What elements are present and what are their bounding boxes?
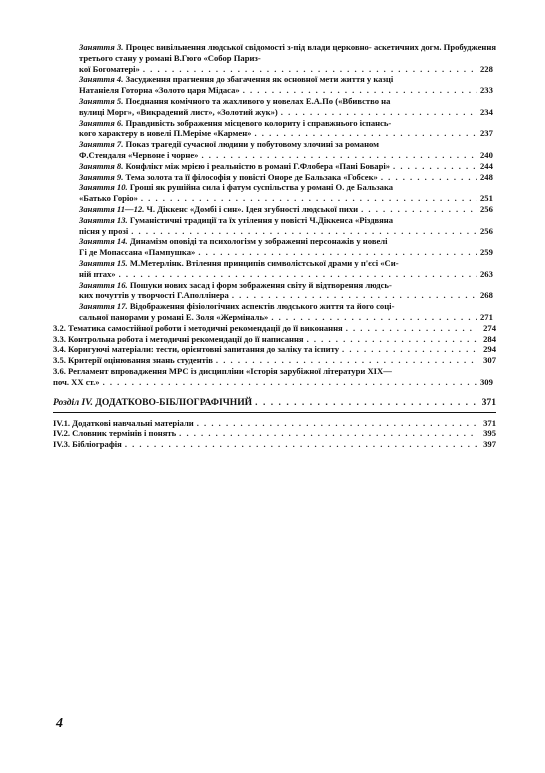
leader-dots (281, 107, 477, 118)
toc-entry-session-6[interactable] (53, 118, 496, 140)
toc-entry-session-5[interactable] (53, 96, 496, 118)
leader-dots (254, 128, 477, 139)
leader-dots (125, 439, 477, 450)
toc-item-iv-2[interactable] (53, 428, 496, 439)
leader-dots (198, 247, 477, 258)
session-title-end: Натаніеля Готорна «Золото царя Мідаса» (79, 85, 240, 96)
page-number: 233 (480, 85, 493, 96)
session-title: Відображення фізіологічних аспектів людського життя та його соці- (129, 301, 395, 312)
session-label: Заняття 11—12. (79, 203, 145, 214)
session-label: Заняття 5. (79, 95, 124, 106)
session-title: Правдивість зображення місцевого колориту і справжнього іспансь- (125, 117, 392, 128)
page-number: 307 (483, 355, 496, 366)
session-title-end: ній птах» (79, 268, 116, 279)
session-title: Гроші як рушійна сила і фатум суспільства у романі О. де Бальзака (129, 182, 394, 193)
session-label: Заняття 13. (79, 214, 128, 225)
page-number: 244 (480, 160, 493, 171)
section-title: ДОДАТКОВО-БІБЛІОГРАФІЧНИЙ (95, 396, 253, 408)
item-title-end: поч. XX ст.» (53, 376, 100, 387)
page-number: 263 (480, 268, 493, 279)
page-number: 228 (480, 63, 493, 74)
leader-dots (271, 312, 477, 323)
page-number: 371 (483, 417, 496, 428)
session-title-end: «Батько Горіо» (79, 193, 138, 204)
session-title-end: Ф.Стендаля «Червоне і чорне» (79, 149, 199, 160)
page-number: 237 (480, 128, 493, 139)
leader-dots (346, 323, 477, 334)
page-number: 397 (483, 439, 496, 450)
toc-entry-session-8[interactable] (53, 161, 496, 172)
session-label: Заняття 3. (79, 42, 124, 52)
leader-dots (179, 428, 477, 439)
page-number: 294 (483, 344, 496, 355)
leader-dots (393, 161, 477, 172)
page-number: 274 (483, 322, 496, 333)
leader-dots (197, 418, 477, 429)
toc-entry-session-4[interactable] (53, 74, 496, 96)
item-title: IV.1. Додаткові навчальні матеріали (53, 417, 194, 428)
toc-section-iv[interactable] (53, 397, 496, 413)
session-title: Поєднання комічного та жахливого у новелах Е.А.По («Вбивство на (125, 95, 391, 106)
session-title: Показ трагедії сучасної людини у побутовому злочині за романом (125, 139, 380, 150)
page-number: 256 (480, 225, 493, 236)
leader-dots (103, 377, 477, 388)
toc-entry-session-3[interactable] (53, 42, 496, 74)
session-title: Конфлікт між мрією і реальністю в романі Г.Флобера «Пані Боварі» (125, 160, 391, 171)
page-number: 256 (480, 203, 493, 214)
toc-item-iv-3[interactable] (53, 439, 496, 450)
leader-dots (381, 172, 477, 183)
session-title: Засудження прагнення до збагачення як основної мети життя у казці (125, 74, 394, 85)
session-label: Заняття 14. (79, 236, 128, 247)
leader-dots (307, 334, 477, 345)
leader-dots (201, 150, 477, 161)
item-title: IV.3. Бібліографія (53, 439, 122, 450)
session-title: Гуманістичні традиції та їх утілення у повісті Ч.Діккенса «Різдвяна (129, 214, 393, 225)
item-title: 3.4. Коригуючі матеріали: тести, орієнтовні запитання до заліку та іспиту (53, 344, 340, 355)
toc-entry-session-7[interactable] (53, 139, 496, 161)
session-label: Заняття 17. (79, 301, 128, 312)
toc-entry-session-16[interactable] (53, 280, 496, 302)
page-number: 251 (480, 193, 493, 204)
leader-dots (232, 290, 477, 301)
session-title: М.Метерлінк. Втілення принципів символістської драми у п'єсі «Си- (129, 257, 399, 268)
session-label: Заняття 4. (79, 74, 124, 85)
item-title: 3.2. Тематика самостійної роботи і методичні рекомендації до її виконання (53, 322, 343, 333)
appendix-list (53, 418, 496, 450)
session-title: Тема золота та її філософія у повісті Оноре де Бальзака «Гобсек» (125, 171, 378, 182)
session-title: Динамізм оповіді та психологізм у зображенні персонажів у новелі (129, 236, 388, 247)
page-number: 259 (480, 247, 493, 258)
item-title: 3.3. Контрольна робота і методичні рекомендації до її написання (53, 333, 304, 344)
session-label: Заняття 15. (79, 257, 128, 268)
page-number: 395 (483, 428, 496, 439)
session-title-cont: аскетичних догм. Пробудження третього стану у романі В.Гюго «Собор Париз- (79, 42, 496, 63)
session-title-end: кої Богоматері» (79, 63, 140, 74)
toc-item-3-3[interactable] (53, 334, 496, 345)
page-number: 271 (480, 311, 493, 322)
leader-dots (216, 355, 477, 366)
session-label: Заняття 9. (79, 171, 124, 182)
page-number: 309 (480, 376, 493, 387)
item-title: IV.2. Словник термінів і понять (53, 428, 177, 439)
session-label: Заняття 6. (79, 117, 124, 128)
page-number: 248 (480, 171, 493, 182)
leader-dots (119, 269, 477, 280)
toc-item-3-2[interactable] (53, 323, 496, 334)
leader-dots (243, 85, 477, 96)
toc-entry-session-10[interactable] (53, 182, 496, 204)
session-title-end: ких почуттів у творчості Г.Аполлінера (79, 290, 229, 301)
toc-item-3-5[interactable] (53, 355, 496, 366)
page-number: 268 (480, 290, 493, 301)
toc-entry-session-17[interactable] (53, 301, 496, 323)
session-label: Заняття 7. (79, 139, 124, 150)
session-title-end: сальної панорами у романі Е. Золя «Жерміналь» (79, 311, 269, 322)
toc-entry-session-13[interactable] (53, 215, 496, 237)
table-of-contents (53, 42, 496, 450)
toc-entry-session-15[interactable] (53, 258, 496, 280)
item-title: 3.5. Критерії оцінювання знань студентів (53, 355, 213, 366)
page-number: 234 (480, 106, 493, 117)
toc-item-iv-1[interactable] (53, 418, 496, 429)
page-number: 240 (480, 149, 493, 160)
session-title-end: Гі де Мопассана «Пампушка» (79, 247, 196, 258)
toc-entry-session-14[interactable] (53, 236, 496, 258)
toc-entry-session-9[interactable] (53, 172, 496, 183)
leader-dots (131, 226, 477, 237)
toc-entry-session-11-12[interactable] (53, 204, 496, 215)
session-title: Пошуки нових засад і форм зображення світу й відтворення людсь- (129, 279, 392, 290)
session-title-end: кого характеру в новелі П.Меріме «Кармен» (79, 128, 252, 139)
toc-item-3-4[interactable] (53, 344, 496, 355)
page-number: 371 (481, 396, 496, 408)
leader-dots (255, 397, 477, 409)
leader-dots (342, 344, 477, 355)
page-folio: 4 (56, 716, 63, 731)
session-title-end: вулиці Морг», «Викрадений лист», «Золотий жук») (79, 106, 278, 117)
session-title-end: пісня у прозі (79, 225, 129, 236)
session-label: Заняття 16. (79, 279, 128, 290)
page-number: 284 (483, 333, 496, 344)
leader-dots (361, 204, 477, 215)
section-label: Розділ IV. (53, 396, 93, 408)
session-title: Ч. Діккенс «Домбі і син». Ідея згубності людської пихи (146, 203, 359, 214)
leader-dots (141, 193, 477, 204)
session-label: Заняття 8. (79, 160, 124, 171)
session-title: Процес вивільнення людської свідомості з-під влади церковно- (125, 42, 372, 52)
leader-dots (143, 64, 477, 75)
item-title: 3.6. Регламент впровадження МРС із дисципліни «Історія зарубіжної літератури XIX— (53, 365, 392, 376)
toc-item-3-6[interactable] (53, 366, 496, 388)
session-label: Заняття 10. (79, 182, 128, 193)
